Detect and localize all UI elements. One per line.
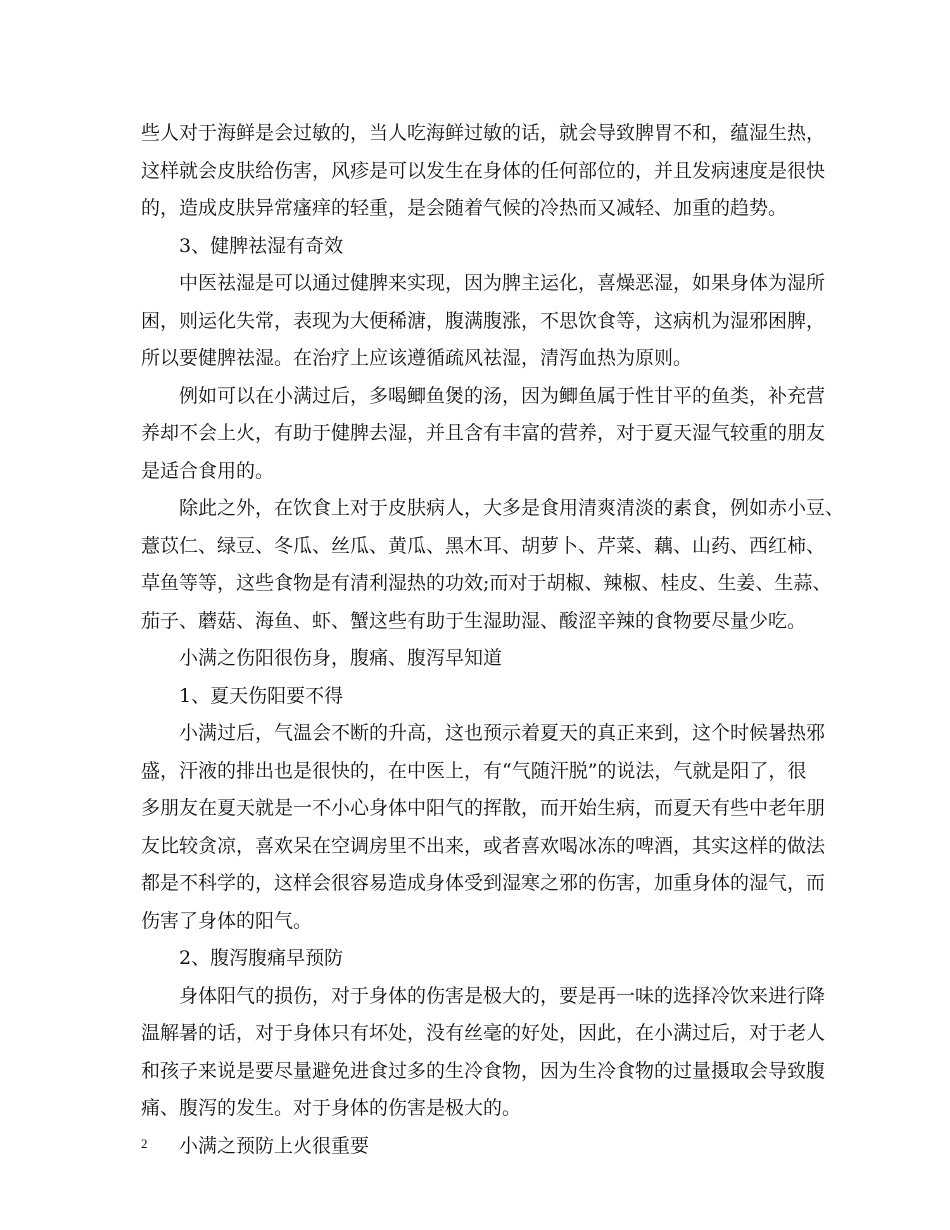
text-line: 些人对于海鲜是会过敏的，当人吃海鲜过敏的话，就会导致脾胃不和，蕴湿生热， bbox=[141, 122, 826, 144]
text-line: 和孩子来说是要尽量避免进食过多的生冷食物，因为生冷食物的过量摄取会导致腹 bbox=[141, 1059, 826, 1082]
text-line: 都是不科学的，这样会很容易造成身体受到湿寒之邪的伤害，加重身体的湿气，而 bbox=[141, 872, 826, 894]
text-line: 伤害了身体的阳气。 bbox=[141, 909, 313, 932]
text-line: 是适合食用的。 bbox=[141, 459, 275, 482]
text-line: 温解暑的话，对于身体只有坏处，没有丝毫的好处，因此，在小满过后，对于老人 bbox=[141, 1022, 826, 1044]
page-number: 2 bbox=[141, 1136, 148, 1151]
text-line: 小满之伤阳很伤身，腹痛、腹泻早知道 bbox=[179, 647, 503, 669]
text-line: 茄子、蘑菇、海鱼、虾、蟹这些有助于生湿助湿、酸涩辛辣的食物要尽量少吃。 bbox=[141, 609, 807, 632]
text-line: 薏苡仁、绿豆、冬瓜、丝瓜、黄瓜、黑木耳、胡萝卜、芹菜、藕、山药、西红柿、 bbox=[141, 534, 826, 557]
text-line: 1、夏天伤阳要不得 bbox=[179, 684, 344, 707]
text-line: 小满之预防上火很重要 bbox=[179, 1134, 370, 1157]
text-line: 草鱼等等，这些食物是有清利湿热的功效;而对于胡椒、辣椒、桂皮、生姜、生蒜、 bbox=[141, 572, 832, 594]
text-line: 除此之外，在饮食上对于皮肤病人，大多是食用清爽清淡的素食，例如赤小豆、 bbox=[179, 497, 845, 519]
text-line: 中医祛湿是可以通过健脾来实现，因为脾主运化，喜燥恶湿，如果身体为湿所 bbox=[179, 272, 826, 294]
text-line: 养却不会上火，有助于健脾去湿，并且含有丰富的营养，对于夏天湿气较重的朋友 bbox=[141, 422, 826, 444]
text-line: 3、健脾祛湿有奇效 bbox=[179, 234, 344, 257]
text-line: 盛，汗液的排出也是很快的，在中医上，有“气随汗脱”的说法，气就是阳了，很 bbox=[141, 759, 807, 782]
text-line: 这样就会皮肤给伤害，风疹是可以发生在身体的任何部位的，并且发病速度是很快 bbox=[141, 159, 826, 182]
text-line: 多朋友在夏天就是一不小心身体中阳气的挥散，而开始生病，而夏天有些中老年朋 bbox=[141, 797, 826, 819]
text-line: 小满过后，气温会不断的升高，这也预示着夏天的真正来到，这个时候暑热邪 bbox=[179, 722, 826, 744]
text-line: 身体阳气的损伤，对于身体的伤害是极大的，要是再一味的选择冷饮来进行降 bbox=[179, 984, 826, 1007]
text-line: 2、腹泻腹痛早预防 bbox=[179, 947, 344, 969]
text-line: 困，则运化失常，表现为大便稀溏，腹满腹涨，不思饮食等，这病机为湿邪困脾， bbox=[141, 309, 826, 332]
text-line: 的，造成皮肤异常瘙痒的轻重，是会随着气候的冷热而又减轻、加重的趋势。 bbox=[141, 197, 788, 219]
text-line: 例如可以在小满过后，多喝鲫鱼煲的汤，因为鲫鱼属于性甘平的鱼类，补充营 bbox=[179, 384, 826, 407]
text-line: 友比较贪凉，喜欢呆在空调房里不出来，或者喜欢喝冰冻的啤酒，其实这样的做法 bbox=[141, 834, 826, 857]
text-line: 痛、腹泻的发生。对于身体的伤害是极大的。 bbox=[141, 1097, 522, 1119]
text-line: 所以要健脾祛湿。在治疗上应该遵循疏风祛湿，清泻血热为原则。 bbox=[141, 347, 693, 369]
